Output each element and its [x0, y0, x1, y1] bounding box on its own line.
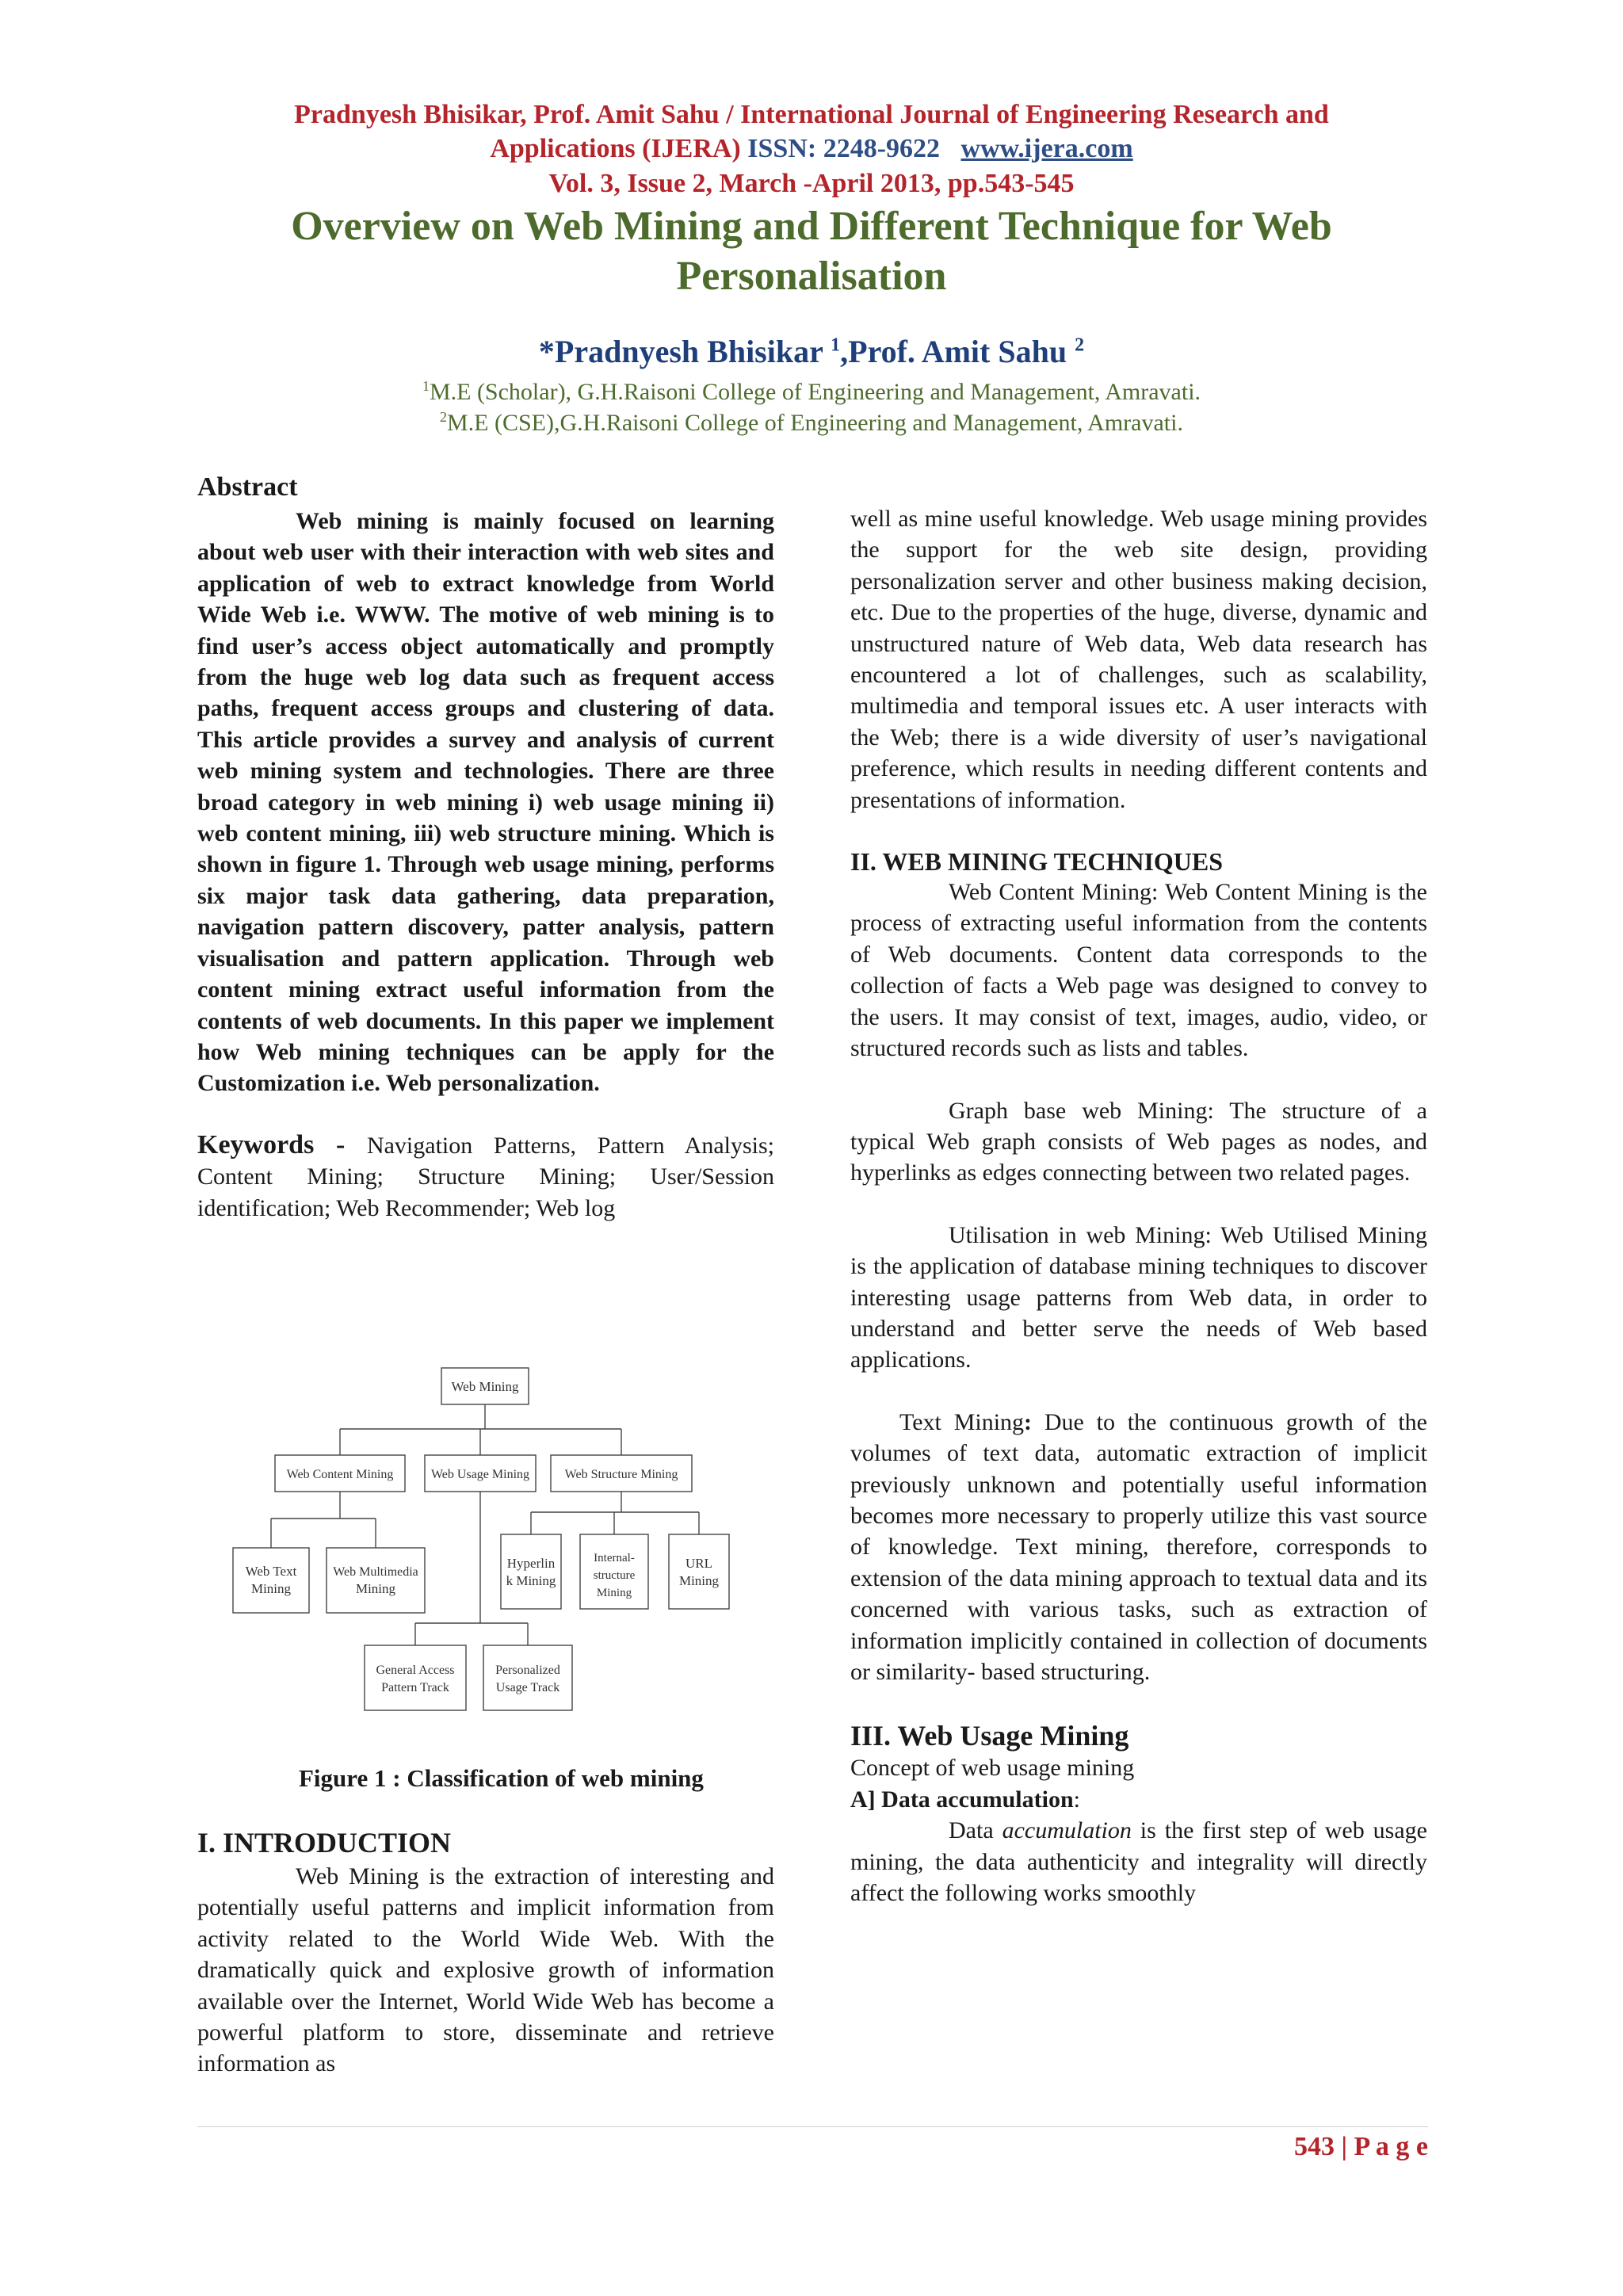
- data-accumulation-post: is the first step of web usage mining, the data authenticity and integrality will directly affect the following works smoothly: [850, 1817, 1427, 1907]
- utilisation-paragraph: Utilisation in web Mining: Web Utilised Mining is the application of database mining techniques to discover interesting usage patterns from Web data, in order to understand and better serve the needs of Web based applications.: [850, 1221, 1427, 1373]
- left-column: [197, 472, 774, 1224]
- author-2: ,Prof. Amit Sahu: [840, 334, 1075, 369]
- text-mining-text: Due to the continuous growth of the volumes of text data, automatic extraction of implicit previously unknown and potentially useful information becomes more necessary to properly utilize this vast source of knowledge. Text mining, therefore, corresponds to extension of the data mining approach to textual data and its concerned with various tasks, such as extraction of information implicitly contained in collection of documents or similarity- based structuring.: [850, 1408, 1427, 1685]
- label-general-1: General Access: [376, 1664, 455, 1677]
- right-column: [850, 503, 1427, 1908]
- label-internal-3: Mining: [596, 1587, 632, 1599]
- issn: ISSN: 2248-9622: [747, 134, 941, 163]
- journal-header-line2: [0, 132, 1623, 166]
- label-hyperlink-2: k Mining: [506, 1573, 556, 1588]
- intro-continued: well as mine useful knowledge. Web usage mining provides the support for the web site design, providing personalization server and other business making decision, etc. Due to the properties of the huge, diverse, dynamic and unstructured nature of Web data, Web data research has encountered a lot of challenges, such as scalability, multimedia and temporal issues etc. A user interacts with the Web; there is a wide diversity of user’s navigational preference, which results in needing different contents and presentations of information.: [850, 506, 1427, 813]
- box-hyperlink-mining: [501, 1534, 561, 1609]
- web-content-mining-paragraph: Web Content Mining: Web Content Mining is the process of extracting useful information from the contents of Web documents. Content data corresponds to the collection of facts a Web page was designed to convey to the users. It may consist of text, images, audio, video, or structured records such as lists and tables.: [850, 879, 1427, 1062]
- data-accumulation-heading: [850, 1784, 1427, 1815]
- journal-name: Applications (IJERA): [490, 134, 741, 163]
- label-web-multimedia-1: Web Multimedia: [333, 1565, 418, 1579]
- page-footer: [1252, 2132, 1428, 2162]
- introduction-section: [197, 1826, 774, 2080]
- label-url-2: Mining: [678, 1573, 720, 1588]
- box-personalized-usage: [483, 1645, 572, 1710]
- page-label: P a g e: [1354, 2132, 1428, 2161]
- data-accumulation-text: [850, 1815, 1427, 1908]
- text-mining-label: Text Mining: [899, 1408, 1025, 1435]
- paper-title-line1: Overview on Web Mining and Different Technique for Web: [291, 204, 1332, 249]
- affiliation-2-sup: 2: [440, 409, 447, 425]
- label-internal-1: Internal-: [594, 1552, 635, 1564]
- label-personal-2: Usage Track: [495, 1681, 560, 1694]
- label-web-text-2: Mining: [250, 1581, 292, 1596]
- keywords: [197, 1129, 774, 1224]
- box-url-mining: [669, 1534, 729, 1609]
- graph-mining-paragraph: Graph base web Mining: The structure of a typical Web graph consists of Web pages as nodes, and hyperlinks as edges connecting between two related pages.: [850, 1097, 1427, 1186]
- affiliation-2: [0, 408, 1623, 438]
- keywords-label: Keywords -: [197, 1129, 367, 1159]
- data-accumulation-emphasis: accumulation: [1002, 1817, 1132, 1844]
- page-number: 543: [1294, 2132, 1335, 2161]
- web-mining-classification-diagram: [198, 1354, 764, 1726]
- author-2-sup: 2: [1075, 334, 1085, 356]
- author-1: *Pradnyesh Bhisikar: [538, 334, 831, 369]
- box-general-access: [365, 1645, 466, 1710]
- data-accumulation-label: A] Data accumulation: [850, 1786, 1074, 1813]
- data-accumulation-colon: :: [1073, 1786, 1080, 1813]
- label-general-2: Pattern Track: [381, 1681, 449, 1694]
- journal-header-line1: Pradnyesh Bhisikar, Prof. Amit Sahu / International Journal of Engineering Research and: [294, 100, 1329, 129]
- label-web-content-mining: Web Content Mining: [286, 1468, 394, 1481]
- author-1-sup: 1: [831, 334, 841, 356]
- abstract-text: Web mining is mainly focused on learning about web user with their interaction with web sites and application of web to extract knowledge from World Wide Web i.e. WWW. The motive of web mining is to find user’s access object automatically and promptly from the huge web log data such as frequent access paths, frequent access groups and clustering of data. This article provides a survey and analysis of current web mining system and technologies. There are three broad category in web mining i) web usage mining ii) web content mining, iii) web structure mining. Which is shown in figure 1. Through web usage mining, performs six major task data gathering, data preparation, navigation pattern discovery, patter analysis, pattern visualisation and pattern application. Through web content mining extract useful information from the contents of web documents. In this paper we implement how Web mining techniques can be apply for the Customization i.e. Web personalization.: [197, 508, 774, 1097]
- figure-caption: Figure 1 : Classification of web mining: [299, 1764, 704, 1792]
- box-web-text-mining: [233, 1548, 309, 1613]
- section-3-heading: III. Web Usage Mining: [850, 1720, 1129, 1752]
- author-line: [0, 333, 1623, 370]
- abstract-heading: Abstract: [197, 472, 298, 502]
- introduction-text: Web Mining is the extraction of interesting and potentially useful patterns and implicit information from activity related to the World Wide Web. With the dramatically quick and explosive growth of information available over the Internet, World Wide Web has become a powerful platform to store, disseminate and retrieve information as: [197, 1863, 774, 2077]
- label-web-structure-mining: Web Structure Mining: [564, 1468, 678, 1481]
- affiliation-1-sup: 1: [422, 378, 430, 394]
- paper-title-line2: Personalisation: [676, 254, 947, 299]
- data-accumulation-pre: Data: [949, 1817, 1002, 1844]
- introduction-heading: I. INTRODUCTION: [197, 1827, 452, 1859]
- box-web-multimedia-mining: [327, 1548, 425, 1613]
- label-web-multimedia-2: Mining: [355, 1581, 396, 1596]
- affiliation-1-text: M.E (Scholar), G.H.Raisoni College of Engineering and Management, Amravati.: [429, 379, 1201, 405]
- text-mining-paragraph: [850, 1407, 1427, 1688]
- label-hyperlink-1: Hyperlin: [506, 1556, 556, 1571]
- text-mining-colon: :: [1024, 1408, 1033, 1435]
- section-2-heading: II. WEB MINING TECHNIQUES: [850, 847, 1224, 877]
- label-web-mining: Web Mining: [451, 1379, 519, 1394]
- journal-website-link[interactable]: www.ijera.com: [960, 134, 1133, 163]
- label-url-1: URL: [685, 1556, 712, 1571]
- affiliation-1: [0, 377, 1623, 407]
- label-personal-1: Personalized: [495, 1664, 560, 1677]
- affiliation-2-text: M.E (CSE),G.H.Raisoni College of Engineering and Management, Amravati.: [447, 410, 1183, 436]
- label-internal-2: structure: [593, 1569, 636, 1582]
- journal-header-volume: Vol. 3, Issue 2, March -April 2013, pp.543-545: [548, 169, 1075, 198]
- page-separator: |: [1335, 2132, 1354, 2161]
- keywords-text: Navigation Patterns, Pattern Analysis; Content Mining; Structure Mining; User/Session identification; Web Recommender; Web log: [197, 1132, 775, 1221]
- footer-rule: [197, 2126, 1428, 2127]
- concept-line: Concept of web usage mining: [850, 1755, 1135, 1782]
- label-web-usage-mining: Web Usage Mining: [430, 1468, 530, 1481]
- label-web-text-1: Web Text: [245, 1564, 297, 1579]
